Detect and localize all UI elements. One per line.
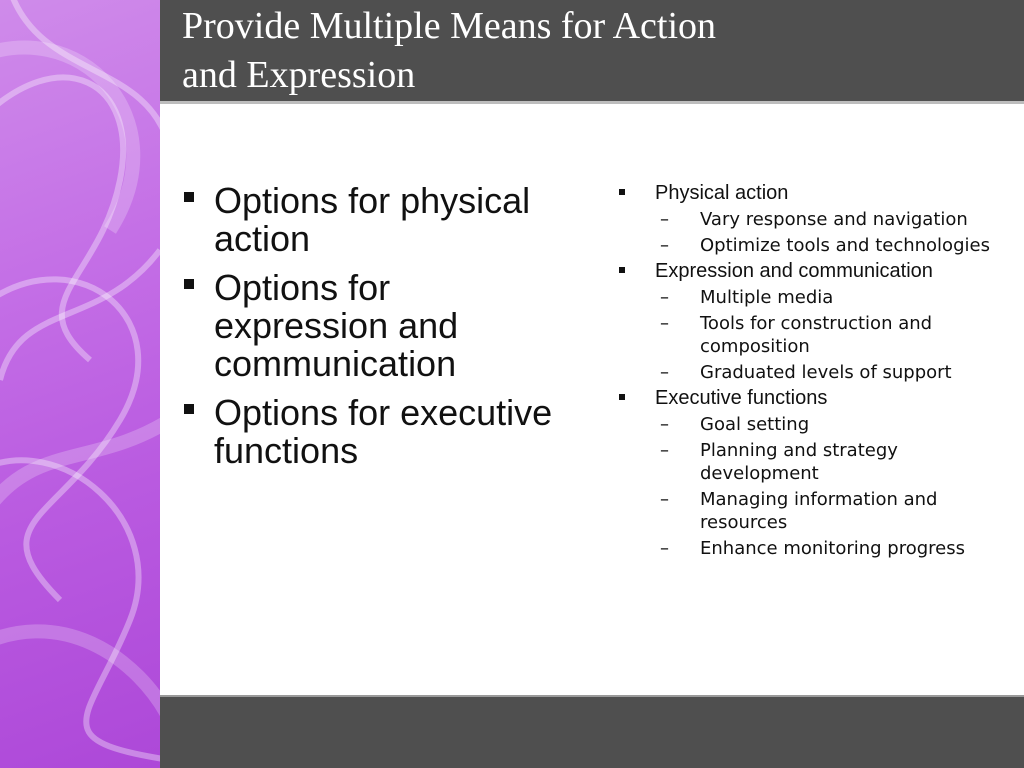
sub-bullet-text: Planning and strategy development	[700, 440, 898, 484]
sub-bullet-item	[660, 234, 1015, 257]
sub-bullet-text: Managing information and resources	[700, 489, 938, 533]
dash-marker-icon: –	[660, 414, 669, 435]
sub-bullet-text: Tools for construction and composition	[700, 313, 933, 357]
sub-bullet-item	[660, 286, 1015, 309]
slide-title: Provide Multiple Means for Action and Expression	[182, 5, 717, 96]
square-bullet-icon	[184, 394, 214, 470]
sub-bullet-text: Vary response and navigation	[700, 209, 968, 230]
square-bullet-icon	[184, 269, 214, 383]
dash-marker-icon: –	[660, 287, 669, 308]
sub-bullet-item	[660, 537, 1015, 560]
detail-bullet-item	[615, 260, 1015, 283]
detail-bullet-item	[615, 182, 1015, 205]
detail-bullet-text: Physical action	[655, 182, 789, 204]
dash-marker-icon: –	[660, 538, 669, 559]
sub-bullet-item	[660, 208, 1015, 231]
dash-marker-icon: –	[660, 489, 669, 510]
detail-bullet-text: Expression and communication	[655, 260, 933, 282]
footer-bar	[160, 695, 1024, 768]
sub-bullet-item	[660, 488, 1015, 534]
sub-bullet-item	[660, 439, 1015, 485]
title-bar	[160, 0, 1024, 104]
detail-bullet-text: Executive functions	[655, 387, 828, 409]
detail-bullet-list	[615, 182, 1015, 563]
dash-marker-icon: –	[660, 313, 669, 334]
main-bullet-item	[184, 269, 574, 383]
main-bullet-text: Options for physical action	[214, 180, 531, 259]
swirl-art-icon	[0, 0, 160, 768]
dash-marker-icon: –	[660, 209, 669, 230]
sub-bullet-text: Optimize tools and technologies	[700, 235, 990, 256]
sub-bullet-item	[660, 312, 1015, 358]
slide-content	[160, 104, 1024, 695]
main-bullet-text: Options for expression and communication	[214, 267, 459, 384]
main-bullet-list	[184, 182, 574, 481]
sub-bullet-text: Multiple media	[700, 287, 834, 308]
main-bullet-item	[184, 394, 574, 470]
square-bullet-icon	[615, 260, 655, 283]
sub-bullet-item	[660, 413, 1015, 436]
decorative-side-art	[0, 0, 160, 768]
sub-bullet-text: Goal setting	[700, 414, 810, 435]
square-bullet-icon	[615, 182, 655, 205]
square-bullet-icon	[615, 387, 655, 410]
main-bullet-text: Options for executive functions	[214, 392, 553, 471]
sub-bullet-text: Graduated levels of support	[700, 362, 952, 383]
square-bullet-icon	[184, 182, 214, 258]
detail-bullet-item	[615, 387, 1015, 410]
dash-marker-icon: –	[660, 235, 669, 256]
dash-marker-icon: –	[660, 362, 669, 383]
dash-marker-icon: –	[660, 440, 669, 461]
main-bullet-item	[184, 182, 574, 258]
sub-bullet-text: Enhance monitoring progress	[700, 538, 966, 559]
sub-bullet-item	[660, 361, 1015, 384]
